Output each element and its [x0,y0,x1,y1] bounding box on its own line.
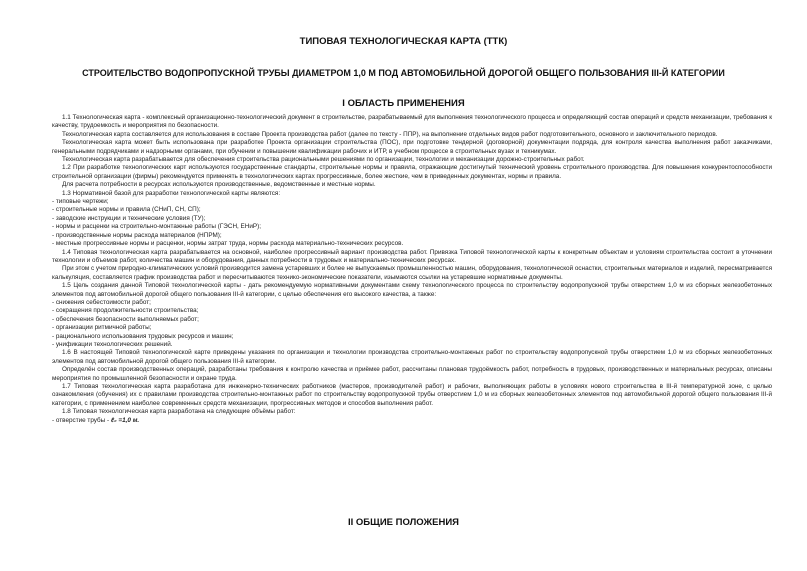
paragraph: 1.4 Типовая технологическая карта разрабатывается на основной, наиболее прогрессивный вариант производства работ. Привязка Типовой технологической карты к конкретным объектам и условиям строительства состоит в уточнении технологии и объемов работ, количества машин и оборудования, данных потребности в трудовых и материально-технических ресурсах. [52,248,772,264]
document-body [52,114,772,425]
list-item: - обеспечения безопасности выполняемых работ; [52,315,199,323]
paragraph: 1.2 При разработке технологических карт используются государственные стандарты, строительные нормы и правила, отражающие достигнутый технический уровень строительного производства. Для повышения конкурентоспособности строительной организации (фирмы) рекомендуется применять в технологических картах прогрессивные, более жесткие, чем в приведенных документах, нормы и правила. [52,164,772,180]
paragraph: Технологическая карта разрабатывается для обеспечения строительства рациональными решениями по организации, технологии и механизации дорожно-строительных работ. [62,156,585,164]
list-item: - унификации технологических решений. [52,340,173,348]
section-heading-1: I ОБЛАСТЬ ПРИМЕНЕНИЯ [342,98,465,109]
list-item: - сокращения продолжительности строительства; [52,307,199,315]
paragraph: При этом с учетом природно-климатических условий производится замена устаревших и более не выпускаемых промышленностью машин, оборудования, технологической оснастки, строительных материалов и изделий, пересматривается калькуляция, составляется график производства работ и пересчитываются технико-экономические показатели, изымаются ссылки на устаревшие нормативные документы. [52,265,772,281]
document-title: ТИПОВАЯ ТЕХНОЛОГИЧЕСКАЯ КАРТА (ТТК) [299,36,508,47]
paragraph: 1.7 Типовая технологическая карта разработана для инженерно-технических работников (мастеров, производителей работ) и рабочих, выполняющих работы в условиях нового строительства в III-й температурной зоне, с целью ознакомления (обучения) их с правилами производства строительно-монтажных работ по строительству водопропускной трубы отверстием 1,0 м из сборных железобетонных элементов под автомобильной дорогой общего пользования III-й категории, с применением наиболее современных средств механизации, прогрессивных методов и способов выполнения работ. [52,383,772,407]
paragraph: Для расчета потребности в ресурсах используются производственные, ведомственные и местные нормы. [62,181,376,189]
paragraph: Технологическая карта может быть использована при разработке Проекта организации строительства (ПОС), при подготовке тендерной (договорной) документации подряда, для контроля качества выполнения работ заказчиками, генеральными подрядчиками и надзорными органами, при обучении и повышении квалификации рабочих и ИТР, в учебном процессе в строительных вузах и техникумах. [52,139,772,155]
list-item: - организации ритмичной работы; [52,324,152,332]
list-item: - типовые чертежи; [52,198,109,206]
paragraph: 1.6 В настоящей Типовой технологической карте приведены указания по организации и технологии производства строительно-монтажных работ по строительству водопропускной трубы отверстием 1,0 м из сборных железобетонных элементов под автомобильной дорогой общего пользования III-й категории. [52,349,772,365]
paragraph: Технологическая карта составляется для использования в составе Проекта производства работ (далее по тексту - ППР), на выполнение отдельных видов работ подготовительного, основного и заключительного периодов. [62,130,718,138]
list-item-text: - отверстие трубы - [52,416,111,424]
list-item: - снижения себестоимости работ; [52,298,151,306]
paragraph: 1.3 Нормативной базой для разработки технологической карты являются: [62,189,281,197]
list-item: - нормы и расценки на строительно-монтажные работы (ГЭСН, ЕНиР); [52,223,262,231]
list-item [52,417,772,425]
list-item: - строительные нормы и правила (СНиП, СН, СП); [52,206,201,214]
section-heading-2: II ОБЩИЕ ПОЛОЖЕНИЯ [348,517,459,528]
list-item: - производственные нормы расхода материалов (НПРМ); [52,231,222,239]
paragraph: Определён состав производственных операций, разработаны требования к контролю качества и приёмке работ, рассчитаны плановая трудоёмкость работ, потребность в трудовых, производственных и материальных ресурсах, описаны мероприятия по промышленной безопасности и охране труда. [52,366,772,382]
list-item: - заводские инструкции и технические условия (ТУ); [52,214,206,222]
paragraph: 1.8 Типовая технологическая карта разработана на следующие объёмы работ: [62,408,296,416]
list-item: - рационального использования трудовых ресурсов и машин; [52,332,234,340]
pipe-opening-value: ℓ₀ =1,0 м. [110,416,140,424]
document-subtitle: СТРОИТЕЛЬСТВО ВОДОПРОПУСКНОЙ ТРУБЫ ДИАМЕТРОМ 1,0 М ПОД АВТОМОБИЛЬНОЙ ДОРОГОЙ ОБЩЕГО ПОЛЬЗОВАНИЯ III-Й КАТЕГОРИИ [82,68,725,78]
list-item: - местные прогрессивные нормы и расценки, нормы затрат труда, нормы расхода материально-технических ресурсов. [52,240,404,248]
paragraph: 1.5 Цель создания данной Типовой технологической карты - дать рекомендуемую нормативными документами схему технологического процесса по строительству водопропускной трубы отверстием 1,0 м из сборных железобетонных элементов под автомобильной дорогой общего пользования III-й категории, с целью обеспечения его высокого качества, а также: [52,282,772,298]
paragraph: 1.1 Технологическая карта - комплексный организационно-технологический документ в строительстве, разрабатываемый для выполнения технологического процесса и определяющий состав операций и средств механизации, требования к качеству, трудоемкость и мероприятия по безопасности. [52,114,772,130]
